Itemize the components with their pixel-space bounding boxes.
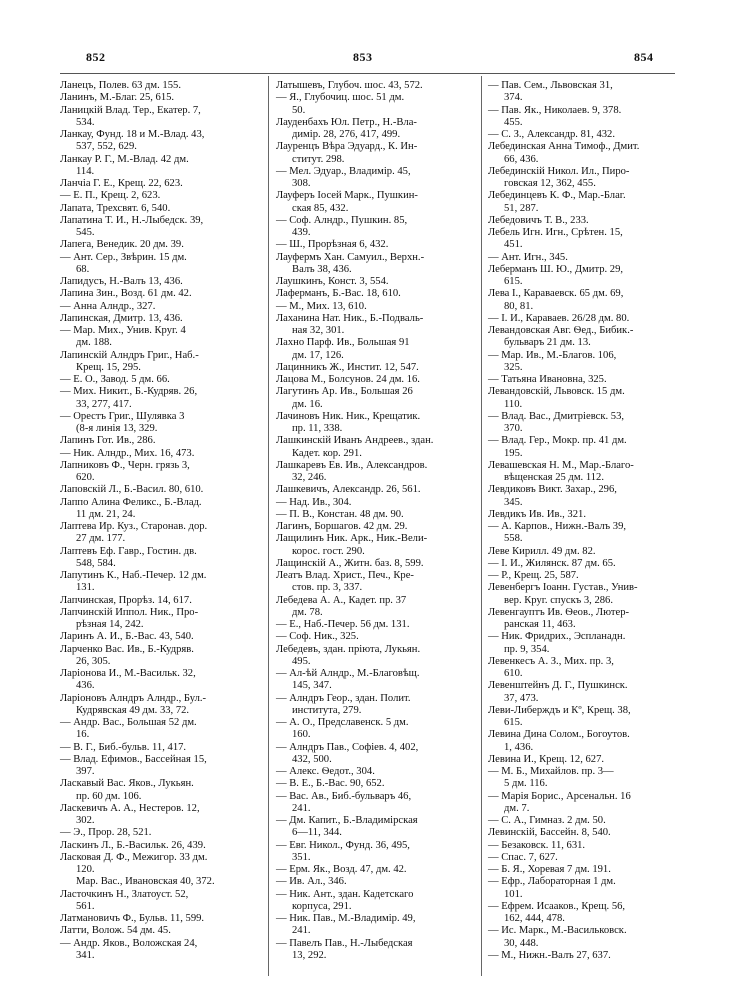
directory-entry-line: — Алндръ Геор., здан. Полит. (276, 692, 411, 704)
directory-entry-line: Лапинъ Гот. Ив., 286. (60, 435, 156, 447)
directory-entry-line: Лапутинъ К., Наб.-Печер. 12 дм. (60, 570, 207, 581)
directory-entry-line: Левина Дина Солом., Богоутов. (488, 729, 630, 741)
directory-entry-line: Левина И., Крещ. 12, 627. (488, 753, 605, 765)
directory-entry-line: Лаушкинъ, Конст. 3, 554. (276, 276, 389, 287)
directory-entry-line: Левдиковъ Викт. Захар., 296, (488, 484, 617, 496)
page-number-left: 852 (86, 50, 106, 64)
directory-entry-line: — Влад. Гер., Мокр. пр. 41 дм. (488, 435, 627, 447)
directory-entry-line: Ланицкій Влад. Тер., Екатер. 7, (60, 104, 201, 116)
directory-entry-line: 101. (504, 888, 523, 900)
directory-entry-line: Лебедовичъ Т. В., 233. (488, 214, 589, 226)
directory-entry-line: пр. 60 дм. 106. (76, 790, 142, 802)
column-right (488, 80, 686, 962)
directory-entry-line: Левенгауптъ Ив. Ѳеов., Лютер- (488, 606, 630, 618)
directory-entry-line: Лапчинскій Иппол. Ник., Про- (60, 606, 199, 618)
directory-entry-line: Лапидусъ, Н.-Валъ 13, 436. (60, 276, 183, 287)
directory-entry-line: 27 дм. 177. (76, 533, 126, 545)
directory-entry-line: — Алекс. Ѳедот., 304. (276, 766, 375, 777)
directory-entry-line: Лапина Зин., Возд. 61 дм. 42. (60, 288, 192, 300)
header-rule (60, 73, 675, 74)
directory-entry-line: Ланкау, Фунд. 18 и М.-Влад. 43, (60, 129, 205, 140)
directory-entry-line: (8-я линія 13, 329. (76, 423, 158, 434)
directory-entry-line: — Мел. Эдуар., Владимір. 45, (276, 165, 411, 177)
directory-entry-line: — Е. П., Крещ. 2, 623. (60, 190, 161, 202)
directory-entry-line: Ласкевичъ А. А., Нестеров. 12, (60, 802, 200, 814)
directory-entry-line: 436. (76, 680, 95, 692)
directory-entry-line: — Анна Алндр., 327. (60, 300, 156, 312)
directory-entry-line: Ласкавый Вас. Яков., Лукьян. (60, 778, 194, 790)
directory-entry-line: 558. (504, 533, 523, 545)
directory-entry-line: Лачиновъ Ник. Ник., Крещатик. (276, 410, 421, 422)
directory-entry-line: 451. (504, 239, 523, 251)
directory-entry-line: вер. Круг. спускъ 3, 286. (504, 594, 613, 606)
directory-entry-line: — Р., Крещ. 25, 587. (488, 570, 579, 581)
directory-entry-line: Левенштейнъ Д. Г., Пушкинск. (488, 680, 628, 692)
directory-entry-line: 561. (76, 900, 95, 912)
directory-entry-line: — Ерм. Як., Возд. 47, дм. 42. (276, 864, 407, 875)
directory-entry-line: — Пав. Сем., Львовская 31, (488, 80, 613, 91)
directory-entry-line: Левандовскій, Львовск. 15 дм. (488, 386, 625, 398)
directory-entry-line: дм. 78. (292, 606, 323, 618)
directory-entry-line: Кадет. кор. 291. (292, 447, 362, 459)
directory-entry-line: 341. (76, 949, 95, 961)
directory-entry-line: 114. (76, 165, 95, 177)
directory-entry-line: дм. 17, 126. (292, 349, 344, 361)
directory-entry-line: Левинскій, Бассейн. 8, 540. (488, 827, 611, 839)
directory-entry-line: 11 дм. 21, 24. (76, 508, 136, 520)
directory-entry-line: Леберманъ Ш. Ю., Дмитр. 29, (488, 263, 624, 275)
directory-entry-line: 610. (504, 668, 523, 679)
directory-entry-line: 241. (292, 925, 311, 937)
directory-entry-line: — Ник. Ант., здан. Кадетскаго (276, 888, 414, 900)
directory-entry-line: 66, 436. (504, 153, 539, 165)
directory-entry-line: — Б. Я., Хоревая 7 дм. 191. (488, 864, 611, 875)
directory-entry-line: 370. (504, 423, 523, 434)
directory-entry-line: стов. пр. 3, 337. (292, 582, 363, 594)
directory-entry-line: — М. Б., Михайлов. пр. 3— (488, 766, 614, 777)
directory-entry-line: — М., Мих. 13, 610. (276, 300, 367, 312)
directory-entry-line: Лапега, Венедик. 20 дм. 39. (60, 239, 184, 251)
column-left (60, 80, 258, 962)
directory-entry-line: — Орестъ Григ., Шулявка 3 (60, 410, 185, 422)
directory-entry-line: Ларіоновъ Алндръ Алндр., Бул.- (60, 692, 207, 704)
directory-entry-line: Лаханина Нат. Ник., Б.-Подваль- (276, 312, 424, 324)
directory-entry-line: — С. А., Гимназ. 2 дм. 50. (488, 815, 606, 826)
directory-entry-line: рѣзная 14, 242. (76, 619, 144, 630)
page-number-center: 853 (353, 50, 373, 64)
directory-entry-line: Лапниковъ Ф., Черн. грязь 3, (60, 459, 190, 471)
directory-entry-line: 6—11, 344. (292, 827, 342, 839)
directory-entry-line: Лаппо Алина Феликс., Б.-Влад. (60, 496, 202, 508)
directory-entry-line: Ласковая Д. Ф., Межигор. 33 дм. (60, 851, 208, 863)
directory-entry-line: 325. (504, 361, 523, 373)
directory-entry-line: Лапчинская, Прорѣз. 14, 617. (60, 594, 192, 606)
directory-entry-line: 345. (504, 496, 523, 508)
directory-entry-line: Лева I., Караваевск. 65 дм. 69, (488, 288, 624, 300)
directory-entry-line: 455. (504, 116, 523, 128)
directory-entry-line: Лапинскій Алндръ Григ., Наб.- (60, 349, 199, 361)
directory-entry-line: Лауфермъ Хан. Самуил., Верхн.- (276, 251, 425, 263)
column-center (276, 80, 474, 962)
directory-entry-line: 162, 444, 478. (504, 913, 565, 924)
directory-entry-line: Лаповскій Л., Б.-Васил. 80, 610. (60, 484, 204, 496)
directory-entry-line: Лауренцъ Вѣра Эдуард., К. Ин- (276, 141, 418, 153)
directory-entry-line: — Ник. Алндр., Мих. 16, 473. (60, 447, 195, 459)
directory-entry-line: Ларченко Вас. Ив., Б.-Кудряв. (60, 643, 194, 655)
directory-entry-line: Лашкаревъ Ев. Ив., Александров. (276, 459, 428, 471)
directory-entry-line: 51, 287. (504, 202, 539, 214)
directory-entry-line: — В. Е., Б.-Вас. 90, 652. (276, 778, 385, 790)
directory-entry-line: — А. Карпов., Нижн.-Валъ 39, (488, 521, 627, 532)
directory-entry-line: Леатъ Влад. Христ., Печ., Кре- (276, 570, 414, 581)
page-number-right: 854 (634, 50, 654, 64)
directory-entry-line: — П. В., Констан. 48 дм. 90. (276, 508, 404, 520)
directory-entry-line: — Ник. Фридрих., Эспланадн. (488, 631, 626, 643)
directory-entry-line: Латмановичъ Ф., Бульв. 11, 599. (60, 913, 205, 924)
directory-entry-line: ная 32, 301. (292, 325, 345, 336)
directory-entry-line: Латышевъ, Глубоч. шос. 43, 572. (276, 80, 423, 91)
directory-entry-line: 32, 246. (292, 472, 327, 483)
directory-entry-line: Ласкинъ Л., Б.-Васильк. 26, 439. (60, 839, 206, 851)
directory-entry-line: — Э., Прор. 28, 521. (60, 827, 152, 839)
directory-entry-line: — В. Г., Биб.-бульв. 11, 417. (60, 741, 187, 753)
directory-entry-line: 537, 552, 629. (76, 141, 137, 153)
directory-entry-line: — Ефр., Лабораторная 1 дм. (488, 876, 616, 888)
directory-entry-line: 351. (292, 851, 311, 863)
directory-entry-line: Крещ. 15, 295. (76, 361, 141, 373)
directory-entry-line: 5 дм. 116. (504, 778, 548, 790)
directory-entry-line: 241. (292, 802, 311, 814)
directory-entry-line: — Алндръ Пав., Софіев. 4, 402, (276, 741, 419, 753)
directory-entry-line: 439. (292, 227, 311, 238)
column-divider-right (481, 76, 482, 976)
directory-entry-line: 145, 347. (292, 680, 332, 692)
directory-entry-line: — Мар. Ив., М.-Благов. 106, (488, 349, 617, 361)
directory-entry-line: — Ш., Прорѣзная 6, 432. (276, 239, 389, 251)
directory-entry-line: дм. 16. (292, 398, 323, 410)
directory-entry-line: — Я., Глубочиц. шос. 51 дм. (276, 92, 405, 104)
directory-entry-line: Мар. Вас., Ивановская 40, 372. (76, 876, 215, 888)
directory-entry-line: — Андр. Яков., Воложская 24, (60, 937, 198, 949)
directory-entry-line: Лашкинскій Иванъ Андреев., здан. (276, 435, 434, 447)
directory-entry-line: 432, 500. (292, 753, 332, 765)
directory-entry-line: Лебедевъ, здан. пріюта, Лукьян. (276, 643, 421, 655)
directory-entry-line: 26, 305. (76, 655, 111, 667)
directory-entry-line: 495. (292, 655, 311, 667)
directory-entry-line: — Ник. Пав., М.-Владимір. 49, (276, 913, 416, 924)
directory-entry-line: Леви-Либерждъ и Кº, Крещ. 38, (488, 704, 631, 716)
directory-entry-line: Ласточкинъ Н., Златоуст. 52, (60, 888, 189, 900)
directory-entry-line: Лахно Парф. Ив., Большая 91 (276, 337, 410, 349)
directory-entry-line: института, 279. (292, 704, 362, 716)
directory-entry-line: 13, 292. (292, 949, 327, 961)
directory-entry-line: 68. (76, 263, 90, 275)
directory-entry-line: 615. (504, 276, 523, 287)
directory-entry-line: — Влад. Ефимов., Бассейная 15, (60, 753, 207, 765)
directory-entry-line: 545. (76, 227, 95, 238)
directory-entry-line: Левенкесъ А. З., Мих. пр. 3, (488, 655, 614, 667)
directory-entry-line: — I. И., Жилянск. 87 дм. 65. (488, 557, 616, 569)
directory-entry-line: 16. (76, 729, 90, 741)
directory-entry-line: 534. (76, 116, 95, 128)
directory-entry-line: дм. 188. (76, 337, 112, 349)
directory-entry-line: — Ант. Сер., Звѣрин. 15 дм. (60, 251, 187, 263)
directory-entry-line: 620. (76, 472, 95, 483)
directory-entry-line: Лебель Игн. Игн., Срѣтен. 15, (488, 227, 623, 238)
directory-entry-line: 33, 277, 417. (76, 398, 132, 410)
directory-entry-line: 120. (76, 864, 95, 875)
directory-entry-line: 195. (504, 447, 523, 459)
directory-entry-line: 131. (76, 582, 95, 594)
directory-entry-line: — Вас. Ав., Биб.-бульваръ 46, (276, 790, 412, 802)
directory-entry-line: — А. О., Предславенск. 5 дм. (276, 717, 409, 728)
directory-entry-line: — С. З., Александр. 81, 432. (488, 129, 615, 140)
directory-entry-line: — Павелъ Пав., Н.-Лыбедская (276, 937, 413, 949)
directory-entry-line: Ларинъ А. И., Б.-Вас. 43, 540. (60, 631, 194, 643)
directory-entry-line: Валъ 38, 436. (292, 263, 352, 275)
directory-entry-line: 548, 584. (76, 557, 116, 569)
directory-entry-line: 160. (292, 729, 311, 741)
directory-entry-line: Лебединскій Никол. Ил., Пиро- (488, 165, 630, 177)
directory-entry-line: — Соф. Алндр., Пушкин. 85, (276, 214, 408, 226)
directory-entry-line: Лагинъ, Боршагов. 42 дм. 29. (276, 521, 408, 532)
directory-entry-line: Лаптевъ Еф. Гавр., Гостин. дв. (60, 545, 197, 557)
directory-entry-line: 615. (504, 717, 523, 728)
directory-entry-line: корпуса, 291. (292, 900, 352, 912)
directory-entry-line: пр. 9, 354. (504, 643, 550, 655)
directory-entry-line: бульваръ 21 дм. 13. (504, 337, 591, 349)
directory-entry-line: Лацова М., Болсунов. 24 дм. 16. (276, 374, 420, 385)
directory-entry-line: Лауферъ Іосей Марк., Пушкин- (276, 190, 418, 202)
directory-entry-line: вѣщенская 25 дм. 112. (504, 472, 604, 483)
directory-entry-line: Лаферманъ, Б.-Вас. 18, 610. (276, 288, 401, 300)
directory-entry-line: — Е., Наб.-Печер. 56 дм. 131. (276, 619, 410, 630)
directory-entry-line: — Влад. Вас., Дмитріевск. 53, (488, 410, 625, 422)
page-number-header (0, 50, 729, 70)
column-divider-left (268, 76, 269, 976)
directory-entry-line: — Ал-ѣй Алндр., М.-Благовѣщ. (276, 668, 420, 679)
directory-entry-line: Лащилинъ Ник. Арк., Ник.-Вели- (276, 533, 428, 545)
directory-entry-line: — Ефрем. Исааков., Крещ. 56, (488, 900, 626, 912)
directory-entry-line: Ланкау Р. Г., М.-Влад. 42 дм. (60, 153, 189, 165)
directory-entry-line: ститут. 298. (292, 153, 345, 165)
directory-entry-line: — Ис. Марк., М.-Васильковск. (488, 925, 627, 937)
directory-entry-line: — Над. Ив., 304. (276, 496, 352, 508)
directory-entry-line: Леве Кирилл. 49 дм. 82. (488, 545, 596, 557)
directory-entry-line: Лащинскій А., Житн. баз. 8, 599. (276, 557, 424, 569)
directory-entry-line: — Марія Борис., Арсенальн. 16 (488, 790, 631, 802)
directory-entry-line: говская 12, 362, 455. (504, 178, 596, 189)
directory-entry-line: корос. гост. 290. (292, 545, 365, 557)
directory-entry-line: — Е. О., Завод. 5 дм. 66. (60, 374, 170, 385)
directory-entry-line: ская 85, 432. (292, 202, 349, 214)
directory-entry-line: Лебединская Анна Тимоф., Дмит. (488, 141, 640, 153)
directory-entry-line: Лапинская, Дмитр. 13, 436. (60, 312, 183, 324)
directory-entry-line: 374. (504, 92, 523, 104)
directory-entry-line: 30, 448. (504, 937, 539, 949)
directory-entry-line: — Спас. 7, 627. (488, 851, 558, 863)
directory-entry-line: — Дм. Капит., Б.-Владимірская (276, 815, 418, 826)
directory-entry-line: Лагутинъ Ар. Ив., Большая 26 (276, 386, 413, 398)
directory-entry-line: Ларіонова И., М.-Васильк. 32, (60, 668, 196, 679)
directory-entry-line: — Ант. Игн., 345. (488, 251, 568, 263)
directory-entry-line: Ланчіа Г. Е., Крещ. 22, 623. (60, 178, 183, 189)
directory-entry-line: — Евг. Никол., Фунд. 36, 495, (276, 839, 410, 851)
directory-entry-line: — Соф. Ник., 325. (276, 631, 359, 643)
directory-entry-line: — I. И., Караваев. 26/28 дм. 80. (488, 312, 630, 324)
directory-entry-line: — Ив. Ал., 346. (276, 876, 347, 888)
directory-entry-line: пр. 11, 338. (292, 423, 343, 434)
directory-entry-line: Лацинникъ Ж., Инстит. 12, 547. (276, 361, 419, 373)
directory-entry-line: 110. (504, 398, 523, 410)
directory-entry-line: 302. (76, 815, 95, 826)
directory-entry-line: Левдикъ Ив. Ив., 321. (488, 508, 586, 520)
directory-entry-line: — Мар. Мих., Унив. Круг. 4 (60, 325, 186, 336)
directory-entry-line: Латти, Волож. 54 дм. 45. (60, 925, 171, 937)
directory-entry-line: Левандовская Авг. Ѳед., Бибик.- (488, 325, 634, 336)
directory-entry-line: — М., Нижн.-Валъ 27, 637. (488, 949, 611, 961)
directory-entry-line: 1, 436. (504, 741, 534, 753)
directory-entry-line: — Андр. Вас., Большая 52 дм. (60, 717, 197, 728)
directory-entry-line: Кудрявская 49 дм. 33, 72. (76, 704, 190, 716)
directory-entry-line: Лашкевичъ, Александр. 26, 561. (276, 484, 421, 496)
directory-entry-line: — Татьяна Ивановна, 325. (488, 374, 607, 385)
directory-entry-line: 80, 81. (504, 300, 534, 312)
directory-entry-line: Ланецъ, Полев. 63 дм. 155. (60, 80, 181, 91)
directory-entry-line: 308. (292, 178, 311, 189)
directory-entry-line: Левашевская Н. М., Мар.-Благо- (488, 459, 634, 471)
directory-entry-line: ранская 11, 463. (504, 619, 576, 630)
directory-entry-line: 50. (292, 104, 306, 116)
directory-entry-line: — Пав. Як., Николаев. 9, 378. (488, 104, 622, 116)
directory-entry-line: Лебедева А. А., Кадет. пр. 37 (276, 594, 407, 606)
directory-entry-line: Лапата, Трехсвят. 6, 540. (60, 202, 171, 214)
directory-entry-line: 397. (76, 766, 95, 777)
directory-entry-line: — Мих. Никит., Б.-Кудряв. 26, (60, 386, 198, 398)
directory-entry-line: 37, 473. (504, 692, 539, 704)
directory-entry-line: Лебединцевъ К. Ф., Мар.-Благ. (488, 190, 626, 202)
directory-entry-line: Лапатина Т. И., Н.-Лыбедск. 39, (60, 214, 204, 226)
directory-entry-line: Левенбергъ Іоанн. Густав., Унив- (488, 582, 638, 594)
directory-entry-line: — Безаковск. 11, 631. (488, 839, 586, 851)
directory-entry-line: Лаптева Ир. Куз., Старонав. дор. (60, 521, 208, 532)
directory-entry-line: димір. 28, 276, 417, 499. (292, 129, 401, 140)
directory-entry-line: Лауденбахъ Юл. Петр., Н.-Вла- (276, 116, 417, 128)
directory-entry-line: дм. 7. (504, 802, 530, 814)
directory-entry-line: Ланинъ, М.-Благ. 25, 615. (60, 92, 175, 104)
